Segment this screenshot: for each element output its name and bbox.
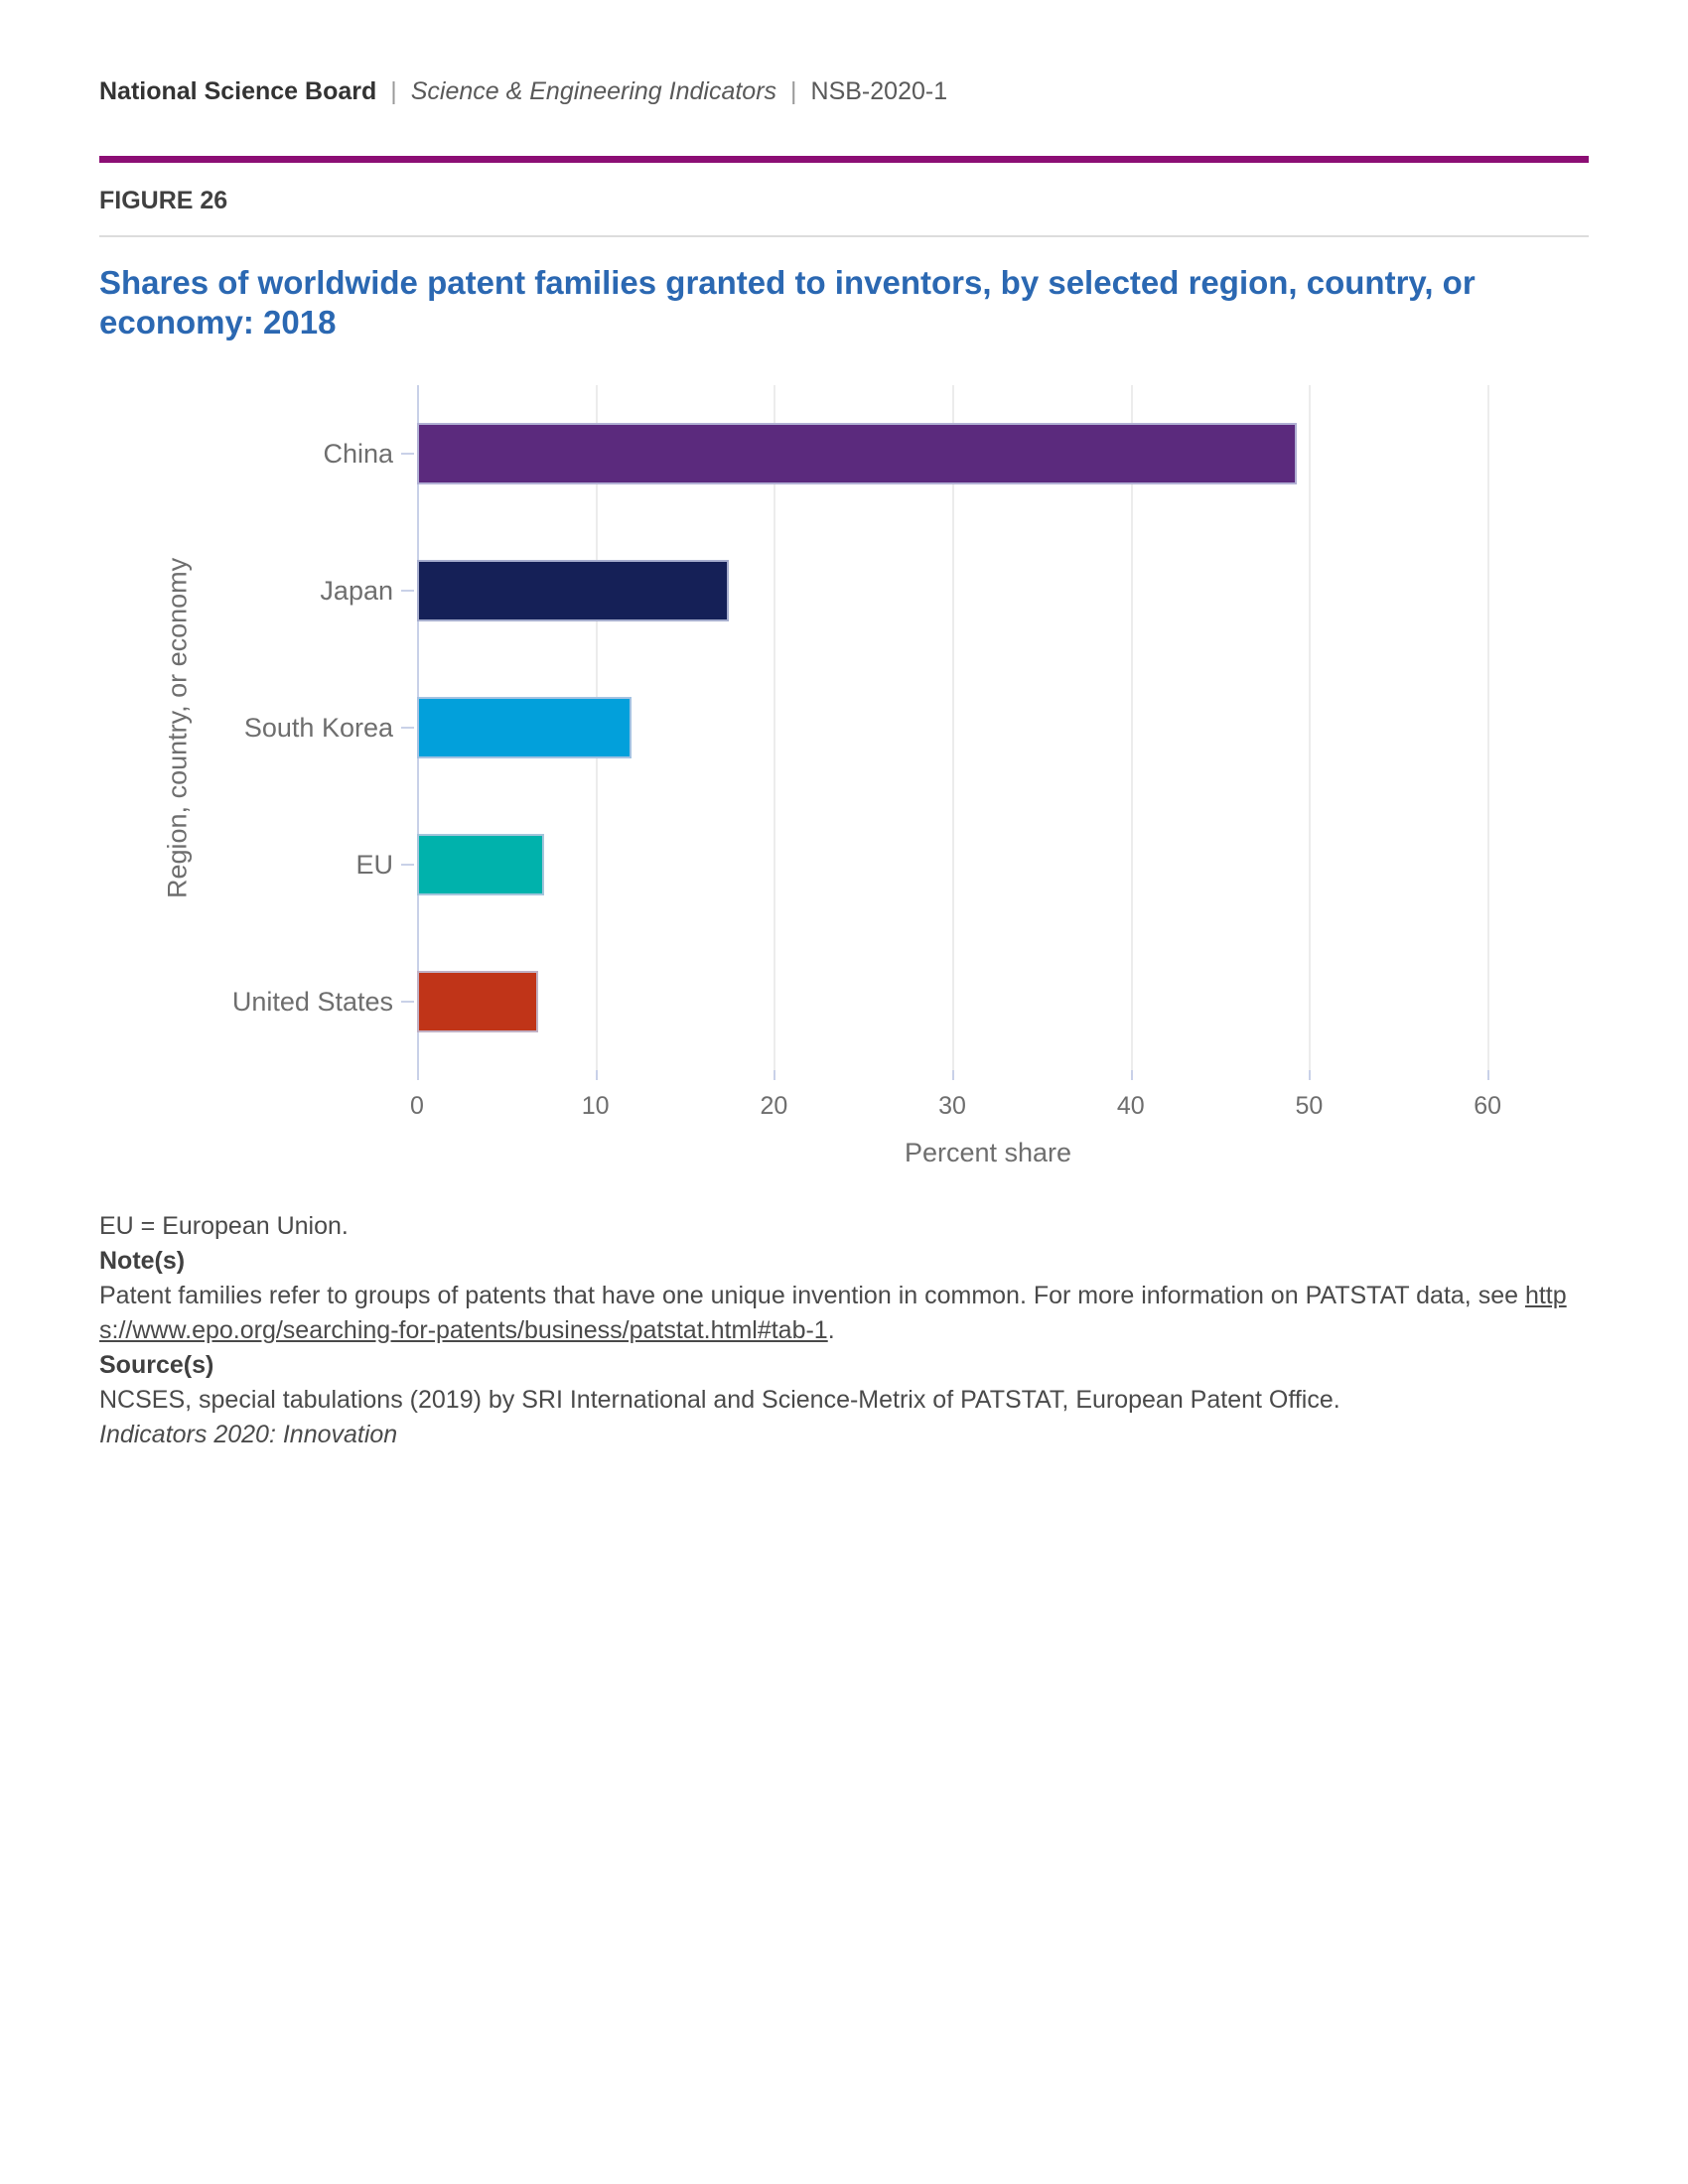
category-label-united-states: United States	[231, 987, 393, 1018]
gridline-50	[1309, 385, 1311, 1070]
bar-japan	[417, 560, 729, 621]
note-text	[99, 1279, 1589, 1348]
category-label-china: China	[323, 439, 393, 470]
plot-area	[417, 385, 1559, 1070]
x-tick-label-40: 40	[1116, 1092, 1145, 1121]
report-tagline: Indicators 2020: Innovation	[99, 1421, 398, 1449]
tickmark-10	[596, 1070, 598, 1080]
publication-name: Science & Engineering Indicators	[410, 77, 777, 105]
category-label-south-korea: South Korea	[243, 713, 393, 744]
page-header	[99, 0, 1589, 106]
x-tick-label-0: 0	[410, 1092, 424, 1121]
bar-united-states	[417, 971, 538, 1032]
note-text-before-link: Patent families refer to groups of patents that have one unique invention in common. For more information on PATSTAT data, see	[99, 1282, 1525, 1310]
bar-south-korea	[417, 697, 632, 758]
tickmark-50	[1309, 1070, 1311, 1080]
category-label-japan: Japan	[320, 576, 393, 607]
tickmark-60	[1487, 1070, 1489, 1080]
x-tick-label-30: 30	[938, 1092, 966, 1121]
note-text-after-link: .	[827, 1316, 835, 1345]
header-separator: |	[390, 77, 397, 105]
gridline-40	[1131, 385, 1133, 1070]
sources-heading: Source(s)	[99, 1351, 214, 1380]
header-separator: |	[790, 77, 797, 105]
source-text: NCSES, special tabulations (2019) by SRI International and Science-Metrix of PATSTAT, European Patent Office.	[99, 1386, 1340, 1415]
category-tick-japan	[401, 590, 414, 592]
x-tick-label-20: 20	[760, 1092, 788, 1121]
category-tick-united-states	[401, 1001, 414, 1003]
document-id: NSB-2020-1	[810, 77, 948, 105]
category-label-eu: EU	[355, 850, 393, 881]
gridline-30	[952, 385, 954, 1070]
abbreviation-note: EU = European Union.	[99, 1212, 349, 1241]
gridline-20	[774, 385, 775, 1070]
x-axis-title: Percent share	[904, 1138, 1072, 1168]
figure-title: Shares of worldwide patent families granted to inventors, by selected region, country, or economy: 2018	[99, 264, 1476, 341]
tickmark-30	[952, 1070, 954, 1080]
patstat-link[interactable]: https://www.epo.org/searching-for-patents/business/patstat.html#tab-1	[99, 1282, 1567, 1345]
figure-label: FIGURE 26	[99, 187, 228, 214]
x-tick-label-10: 10	[581, 1092, 610, 1121]
plot-wrap	[410, 385, 1559, 1179]
bar-eu	[417, 834, 544, 895]
y-axis-title: Region, country, or economy	[162, 557, 193, 898]
category-tick-south-korea	[401, 727, 414, 729]
category-tick-eu	[401, 864, 414, 866]
bar-chart	[99, 385, 1589, 1179]
divider-rule	[99, 235, 1589, 237]
gridline-60	[1487, 385, 1489, 1070]
bar-china	[417, 423, 1297, 484]
tickmark-40	[1131, 1070, 1133, 1080]
accent-rule	[99, 156, 1589, 163]
footnotes	[99, 1209, 1589, 1452]
tickmark-20	[774, 1070, 775, 1080]
x-tick-label-60: 60	[1474, 1092, 1502, 1121]
tickmark-0	[417, 1070, 419, 1080]
notes-heading: Note(s)	[99, 1247, 186, 1276]
category-tick-china	[401, 453, 414, 455]
x-tick-label-50: 50	[1295, 1092, 1324, 1121]
publisher-name: National Science Board	[99, 77, 377, 105]
